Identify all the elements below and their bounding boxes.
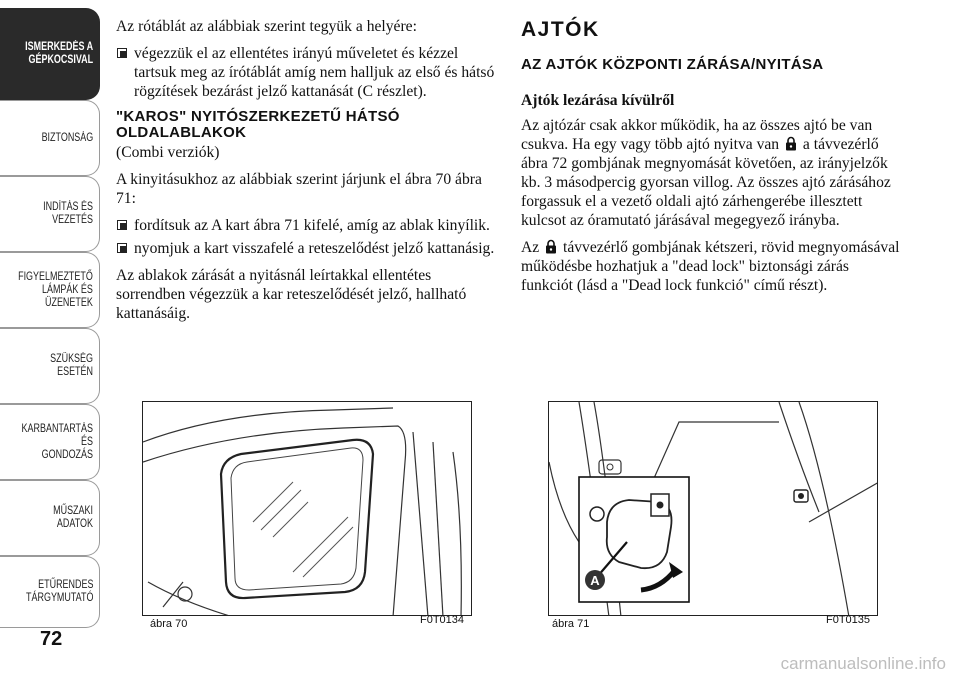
tab-label: ETŰRENDES TÁRGYMUTATÓ [25, 579, 93, 604]
bullet-item: fordítsuk az A kart ábra 71 kifelé, amíg az ablak kinyílik. [116, 216, 500, 235]
side-window-illustration [143, 402, 472, 616]
bullet-list-2 [116, 216, 500, 258]
bullet-list-1 [116, 44, 500, 101]
section-title: AJTÓK [521, 18, 600, 41]
tab-inditas[interactable] [0, 176, 100, 252]
tab-targymutato[interactable] [0, 556, 100, 628]
figure-code: F0T0134 [420, 614, 465, 626]
watermark: carmanualsonline.info [780, 654, 946, 673]
heading-note: (Combi verziók) [116, 144, 220, 161]
padlock-icon [545, 239, 557, 254]
section-heading: "KAROS" NYITÓSZERKEZETŰ HÁTSÓ OLDALABLAKOK [116, 108, 400, 141]
figure-70 [142, 401, 472, 616]
page-number: 72 [40, 628, 63, 650]
tab-biztonsag[interactable] [0, 100, 100, 176]
tab-label: SZÜKSÉG ESETÉN [50, 353, 93, 378]
tab-label: INDÍTÁS ÉS VEZETÉS [43, 201, 93, 226]
intro-text: Az rótáblát az alábbiak szerint tegyük a helyére: [116, 18, 417, 35]
tab-label: ISMERKEDÉS A GÉPKOCSIVAL [25, 41, 93, 66]
paragraph [521, 116, 901, 230]
tab-label: MŰSZAKI ADATOK [53, 505, 93, 530]
right-column [521, 20, 901, 303]
paragraph [521, 238, 901, 295]
figure-caption: ábra 70 [150, 618, 188, 630]
tab-label: FIGYELMEZTETŐ LÁMPÁK ÉS ÜZENETEK [18, 270, 93, 309]
subheading: Ajtók lezárása kívülről [521, 92, 675, 109]
tab-label: BIZTONSÁG [41, 131, 93, 144]
figure-caption: ábra 71 [552, 618, 590, 630]
figure-code: F0T0135 [826, 614, 871, 626]
paragraph: Az ablakok zárását a nyitásnál leírtakkal ellentétes sorrendben végezzük a kar reteszelődését jelző, hallható kattanásáig. [116, 267, 467, 322]
tab-figyelmezteto[interactable] [0, 252, 100, 328]
window-latch-illustration [549, 402, 878, 616]
tab-ismerkedes[interactable] [0, 8, 100, 100]
padlock-icon [785, 136, 797, 151]
callout-label: A [590, 573, 600, 588]
paragraph: A kinyitásukhoz az alábbiak szerint járjunk el ábra 70 ábra 71: [116, 171, 482, 207]
tab-label: KARBANTARTÁS ÉS GONDOZÁS [21, 422, 94, 461]
left-column [116, 17, 500, 331]
para-text: távvezérlő gombjának kétszeri, rövid megnyomásával működésbe hozhatjuk a "dead lock" biztonsági zárás funkciót (lásd a "Dead lock funkció" című részt). [521, 239, 900, 294]
section-subtitle: AZ AJTÓK KÖZPONTI ZÁRÁSA/NYITÁSA [521, 56, 824, 73]
figure-71 [548, 401, 878, 616]
bullet-item: végezzük el az ellentétes irányú műveletet és kézzel tartsuk meg az írótáblát amíg nem halljuk az első és hátsó rögzítések bezárást jelző kattanását (C részlet). [116, 44, 500, 101]
para-text: a távvezérlő ábra 72 gombjának megnyomását követően, az irányjelzők kb. 3 másodpercig gyorsan villog. Az összes ajtó zárásához forgassuk el a vezető oldali ajtó zárhengerébe illesztett kulcsot az óramutató járásával megegyező irányba. [521, 136, 891, 229]
tab-karbantartas[interactable] [0, 404, 100, 480]
para-text: Az [521, 239, 540, 256]
bullet-item: nyomjuk a kart visszafelé a reteszelődést jelző kattanásig. [116, 239, 500, 258]
tab-muszaki[interactable] [0, 480, 100, 556]
para-text: Az ajtózár csak akkor működik, ha az összes ajtó be van csukva. Ha egy vagy több ajtó nyitva van [521, 117, 873, 153]
tab-szukseg[interactable] [0, 328, 100, 404]
